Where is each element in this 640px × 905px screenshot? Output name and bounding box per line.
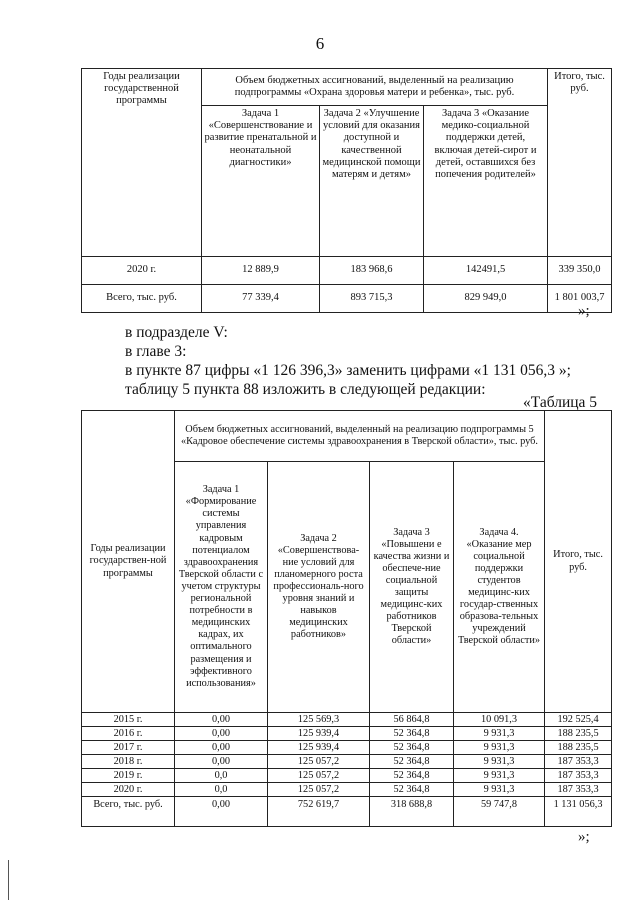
task-1-header: Задача 1 «Формирование системы управления кадровым потенциалом здравоохранения Тверской области с учетом структуры региональной потребности в медицинских кадрах, их оптимального размещения и эффективного использования» [175,462,268,713]
row-label: 2016 г. [82,727,175,741]
table-row [82,769,612,783]
cell-value: 0,00 [175,713,268,727]
cell-value: 10 091,3 [454,713,545,727]
cell-value: 56 864,8 [370,713,454,727]
year-header: Годы реализации государственной программы [82,69,202,257]
table-caption: «Таблица 5 [523,394,598,411]
cell-value: 318 688,8 [370,797,454,827]
table-row [82,713,612,727]
cell-value: 12 889,9 [202,257,320,285]
cell-value: 77 339,4 [202,285,320,313]
cell-value: 752 619,7 [268,797,370,827]
cell-value: 0,00 [175,741,268,755]
paragraph-replace-figures: в пункте 87 цифры «1 126 396,3» заменить цифрами «1 131 056,3 »; [125,362,571,379]
row-label: 2020 г. [82,257,202,285]
cell-value: 52 364,8 [370,727,454,741]
cell-value: 9 931,3 [454,769,545,783]
cell-value: 125 057,2 [268,755,370,769]
cell-total: 192 525,4 [545,713,612,727]
cell-value: 59 747,8 [454,797,545,827]
task-1-header: Задача 1 «Совершенствование и развитие пренатальной и неонатальной диагностики» [202,106,320,257]
allocation-header: Объем бюджетных ассигнований, выделенный на реализацию подпрограммы «Охрана здоровья матери и ребенка», тыс. руб. [202,69,548,106]
cell-value: 125 057,2 [268,783,370,797]
task-3-header: Задача 3 «Повышени е качества жизни и обеспече-ние социальной защиты медицинс-ких работников Тверской области» [370,462,454,713]
task-3-header: Задача 3 «Оказание медико-социальной поддержки детей, включая детей-сирот и детей, оставшихся без попечения родителей» [424,106,548,257]
table-row [82,755,612,769]
cell-value: 0,00 [175,755,268,769]
cell-value: 0,0 [175,783,268,797]
budget-table-maternal-health [81,68,612,313]
cell-value: 829 949,0 [424,285,548,313]
margin-line [8,860,9,900]
closing-quote-2: »; [578,829,590,845]
page-number: 6 [315,34,325,53]
cell-total: 187 353,3 [545,783,612,797]
table-row [82,783,612,797]
cell-value: 183 968,6 [320,257,424,285]
cell-value: 52 364,8 [370,769,454,783]
cell-value: 0,00 [175,797,268,827]
table-row [82,727,612,741]
task-2-header: Задача 2 «Совершенствова-ние условий для планомерного роста профессиональ-ного уровня знаний и навыков медицинских работников» [268,462,370,713]
cell-value: 0,00 [175,727,268,741]
table-row [82,257,612,285]
row-label: 2020 г. [82,783,175,797]
cell-value: 9 931,3 [454,727,545,741]
cell-total: 188 235,5 [545,727,612,741]
cell-total: 1 801 003,7 [548,285,612,313]
row-label: Всего, тыс. руб. [82,285,202,313]
cell-value: 125 569,3 [268,713,370,727]
total-header: Итого, тыс. руб. [548,69,612,257]
cell-total: 187 353,3 [545,769,612,783]
cell-value: 142491,5 [424,257,548,285]
paragraph-chapter: в главе 3: [125,343,187,360]
cell-value: 125 057,2 [268,769,370,783]
row-label: 2018 г. [82,755,175,769]
cell-value: 125 939,4 [268,741,370,755]
task-2-header: Задача 2 «Улучшение условий для оказания доступной и качественной медицинской помощи матерям и детям» [320,106,424,257]
budget-table-health-staffing [81,410,612,827]
cell-total: 188 235,5 [545,741,612,755]
row-label: 2017 г. [82,741,175,755]
task-4-header: Задача 4. «Оказание мер социальной поддержки студентов медицинс-ких государ-ственных образова-тельных учреждений Тверской области» [454,462,545,713]
cell-total: 339 350,0 [548,257,612,285]
allocation-header: Объем бюджетных ассигнований, выделенный на реализацию подпрограммы 5 «Кадровое обеспечение системы здравоохранения в Тверской области», тыс. руб. [175,411,545,462]
cell-value: 0,0 [175,769,268,783]
total-header: Итого, тыс. руб. [545,411,612,713]
cell-total: 1 131 056,3 [545,797,612,827]
closing-quote-1: »; [578,303,590,319]
cell-value: 893 715,3 [320,285,424,313]
table-row [82,797,612,827]
row-label: 2019 г. [82,769,175,783]
cell-value: 9 931,3 [454,741,545,755]
paragraph-table-edit: таблицу 5 пункта 88 изложить в следующей редакции: [125,381,486,398]
cell-value: 52 364,8 [370,755,454,769]
table-row [82,741,612,755]
cell-value: 9 931,3 [454,755,545,769]
paragraph-subsection: в подразделе V: [125,324,228,341]
row-label: 2015 г. [82,713,175,727]
year-header: Годы реализации государствен-ной программы [82,411,175,713]
row-label: Всего, тыс. руб. [82,797,175,827]
cell-value: 125 939,4 [268,727,370,741]
cell-value: 52 364,8 [370,783,454,797]
table-row [82,285,612,313]
cell-total: 187 353,3 [545,755,612,769]
cell-value: 9 931,3 [454,783,545,797]
cell-value: 52 364,8 [370,741,454,755]
